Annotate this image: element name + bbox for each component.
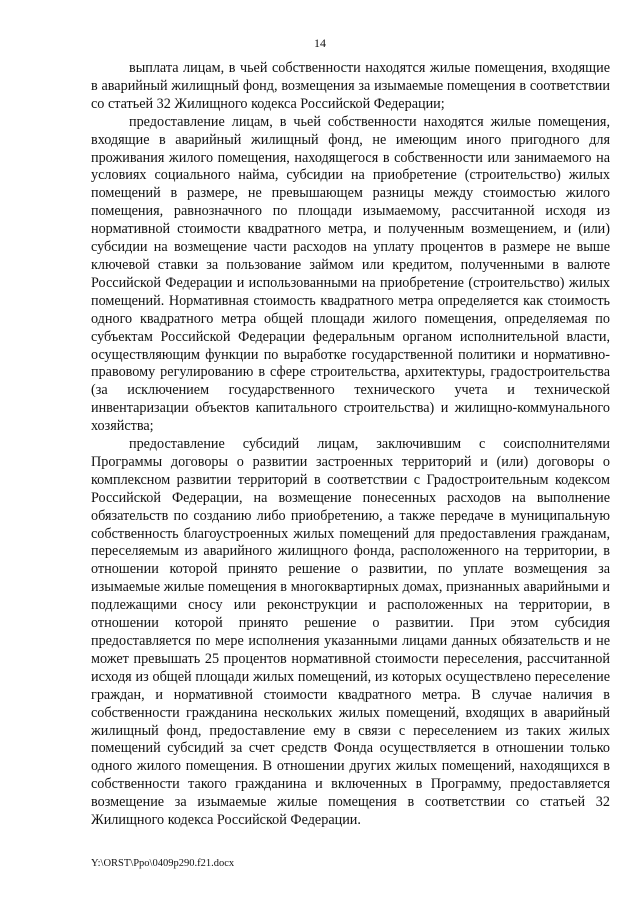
- footer-file-path: Y:\ORST\Ppo\0409p290.f21.docx: [91, 858, 235, 869]
- document-body: [91, 60, 610, 830]
- paragraph-1: выплата лицам, в чьей собственности находятся жилые помещения, входящие в аварийный жилищный фонд, возмещения за изымаемые помещения в соответствии со статьей 32 Жилищного кодекса Российской Федерации;: [91, 60, 610, 112]
- paragraph-2: предоставление лицам, в чьей собственности находятся жилые помещения, входящие в аварийный жилищный фонд, не имеющим иного пригодного для проживания жилого помещения, находящегося в собственности или занимаемого на условиях социального найма, субсидии на приобретение (строительство) жилых помещений в размере, не превышающем разницы между стоимостью жилого помещения, равнозначного по площади изымаемому, рассчитанной исходя из нормативной стоимости квадратного метра, и полученным возмещением, и (или) субсидии на возмещение части расходов на уплату процентов в размере не выше ключевой ставки за пользование займом или кредитом, полученными в валюте Российской Федерации и использованными на приобретение (строительство) жилых помещений. Нормативная стоимость квадратного метра определяется как стоимость одного квадратного метра общей площади жилого помещения, определяемая по субъектам Российской Федерации федеральным органом исполнительной власти, осуществляющим функции по выработке государственной политики и нормативно-правовому регулированию в сфере строительства, архитектуры, градостроительства (за исключением государственного технического учета и технической инвентаризации объектов капитального строительства) и жилищно-коммунального хозяйства;: [91, 113, 610, 435]
- paragraph-3: предоставление субсидий лицам, заключившим с соисполнителями Программы договоры о развитии застроенных территорий и (или) договоры о комплексном развитии территорий в соответствии с Градостроительным кодексом Российской Федерации, на возмещение понесенных расходов на выполнение обязательств по созданию либо приобретению, а также передаче в муниципальную собственность благоустроенных жилых помещений для предоставления гражданам, переселяемым из аварийного жилищного фонда, расположенного на территории, в отношении которой принято решение о развитии, по уплате возмещения за изымаемые жилые помещения в многоквартирных домах, признанных аварийными и подлежащими сносу или реконструкции и расположенных на территории, в отношении которой принято решение о развитии. При этом субсидия предоставляется по мере исполнения указанными лицами данных обязательств и не может превышать 25 процентов нормативной стоимости переселения, рассчитанной исходя из общей площади жилых помещений, из которых осуществлено переселение граждан, и нормативной стоимости квадратного метра. В случае наличия в собственности гражданина нескольких жилых помещений, входящих в аварийный жилищный фонд, предоставление ему в связи с переселением из таких жилых помещений субсидий за счет средств Фонда осуществляется в отношении только одного жилого помещения. В отношении других жилых помещений, находящихся в собственности такого гражданина и включенных в Программу, предоставляется возмещение за изымаемые жилые помещения в соответствии со статьей 32 Жилищного кодекса Российской Федерации.: [91, 436, 610, 829]
- page-number: 14: [314, 36, 326, 50]
